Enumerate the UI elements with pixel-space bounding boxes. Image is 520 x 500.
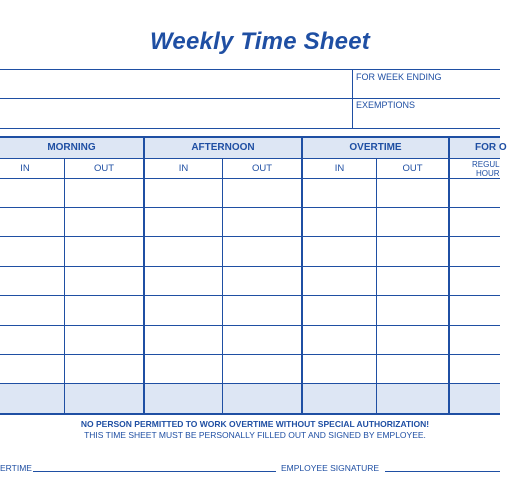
employee-signature-line[interactable]	[385, 471, 500, 472]
afternoon-in-header: IN	[178, 163, 189, 174]
table-subheader-divider	[0, 178, 500, 179]
group-divider	[143, 136, 145, 414]
exemptions-label: EXEMPTIONS	[356, 100, 416, 110]
regular-hours-label-1: REGUL	[472, 160, 500, 169]
group-divider	[301, 136, 303, 414]
overtime-header: OVERTIME	[349, 142, 402, 153]
overtime-signature-line[interactable]	[33, 471, 276, 472]
totals-top-line	[0, 383, 500, 384]
overtime-in-header: IN	[334, 163, 345, 174]
row-line	[0, 266, 500, 267]
for-office-header: FOR O	[475, 142, 507, 153]
exemptions-field[interactable]	[353, 99, 500, 128]
column-divider	[376, 158, 377, 413]
totals-row-band	[0, 384, 500, 414]
employee-name-field[interactable]	[0, 70, 351, 98]
group-divider	[448, 136, 450, 414]
form-title: Weekly Time Sheet	[150, 28, 370, 55]
signature-notice: THIS TIME SHEET MUST BE PERSONALLY FILLED OUT AND SIGNED BY EMPLOYEE.	[84, 430, 426, 440]
regular-hours-label-2: HOUR	[476, 169, 500, 178]
overtime-signature-label: ERTIME	[0, 463, 32, 473]
afternoon-out-header: OUT	[251, 163, 273, 174]
info-box-bottom-border	[0, 128, 500, 129]
morning-out-header: OUT	[93, 163, 115, 174]
table-header-divider	[0, 158, 500, 159]
week-ending-label: FOR WEEK ENDING	[356, 72, 442, 82]
column-divider	[222, 158, 223, 413]
table-top-border	[0, 136, 500, 138]
table-bottom-border	[0, 413, 500, 415]
week-ending-field[interactable]	[353, 70, 500, 98]
row-line	[0, 207, 500, 208]
morning-header: MORNING	[47, 142, 96, 153]
employee-signature-label: EMPLOYEE SIGNATURE	[281, 463, 380, 473]
row-line	[0, 325, 500, 326]
row-line	[0, 236, 500, 237]
department-field[interactable]	[0, 99, 351, 128]
afternoon-header: AFTERNOON	[191, 142, 255, 153]
morning-in-header: IN	[20, 163, 30, 174]
overtime-out-header: OUT	[402, 163, 423, 174]
column-divider	[64, 158, 65, 413]
overtime-notice: NO PERSON PERMITTED TO WORK OVERTIME WITHOUT SPECIAL AUTHORIZATION!	[80, 419, 430, 429]
row-line	[0, 354, 500, 355]
row-line	[0, 295, 500, 296]
